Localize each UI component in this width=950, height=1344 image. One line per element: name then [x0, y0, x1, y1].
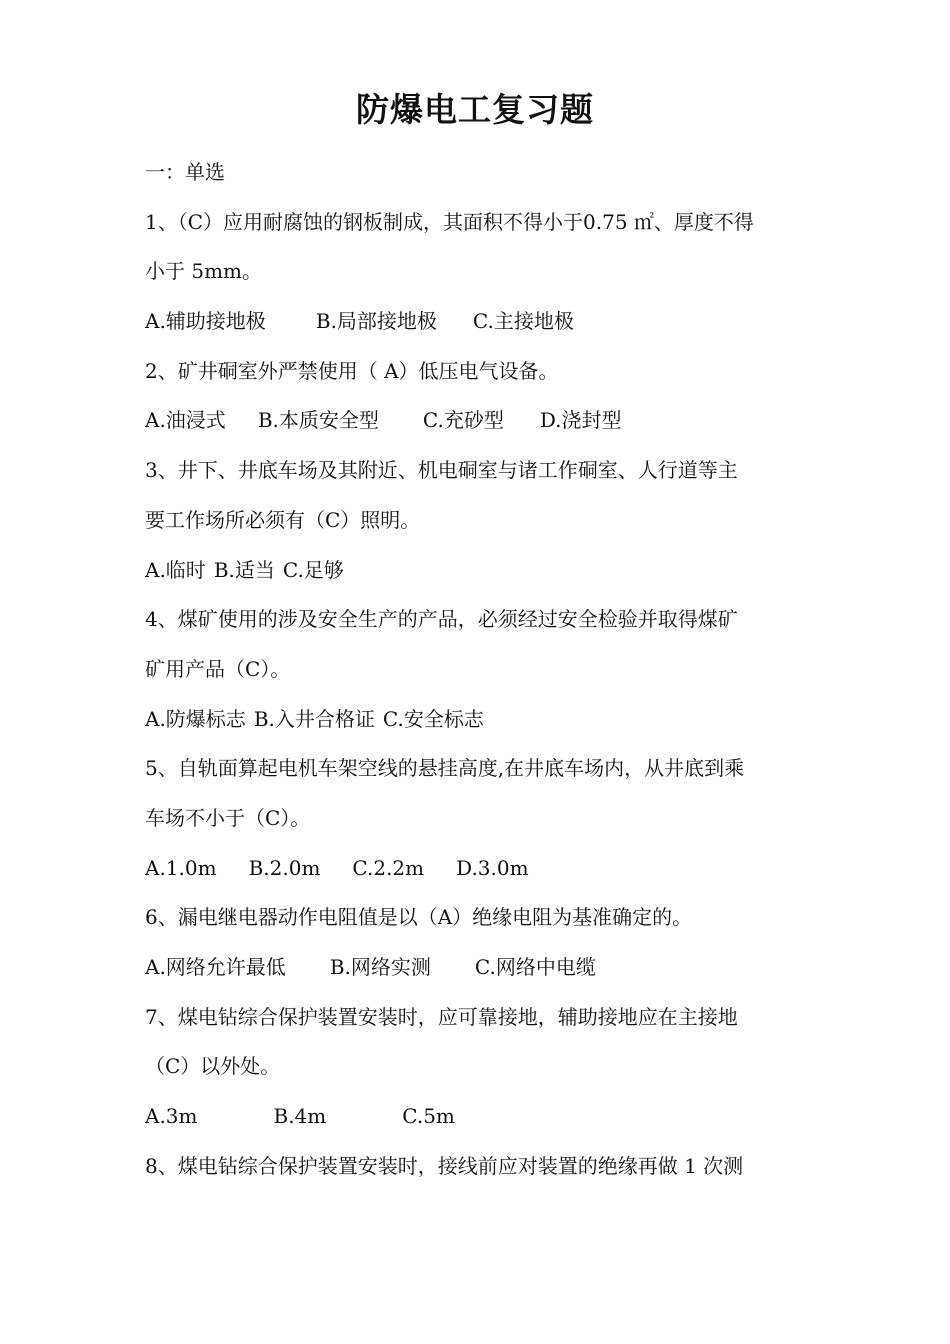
question-1-line-1: 1、（C）应用耐腐蚀的钢板制成，其面积不得小于0.75 ㎡、厚度不得 — [145, 209, 754, 234]
question-3-option-a: A.临时 — [145, 557, 206, 582]
question-4-options — [145, 695, 813, 745]
question-5-option-b: B.2.0m — [248, 855, 321, 880]
question-3-options — [145, 546, 813, 596]
question-5-line-2: 车场不小于（C）。 — [145, 805, 311, 830]
question-2-option-d: D.浇封型 — [539, 408, 622, 433]
question-5-options — [145, 844, 813, 894]
question-6-option-b: B.网络实测 — [329, 955, 431, 979]
question-7-options — [145, 1092, 813, 1142]
question-7-line-1: 7、煤电钻综合保护装置安装时，应可靠接地，辅助接地应在主接地 — [145, 1004, 738, 1029]
question-1-option-a: A.辅助接地极 — [145, 309, 266, 334]
question-6-options — [145, 943, 813, 993]
question-2-option-b: B.本质安全型 — [257, 408, 379, 433]
question-4-option-a: A.防爆标志 — [145, 706, 246, 731]
question-6-option-c: C.网络中电缆 — [474, 955, 596, 979]
question-2-option-c: C.充砂型 — [422, 408, 504, 433]
question-6-line-1: 6、漏电继电器动作电阻值是以（A）绝缘电阻为基准确定的。 — [145, 905, 693, 930]
question-1-line-2: 小于 5mm。 — [145, 259, 263, 284]
question-5-option-a: A.1.0m — [145, 855, 217, 880]
question-8-line-1: 8、煤电钻综合保护装置安装时，接线前应对装置的绝缘再做 1 次测 — [145, 1153, 744, 1178]
question-4-option-c: C.安全标志 — [382, 706, 484, 731]
document-title: 防爆电工复习题 — [356, 90, 594, 129]
question-5-line-1: 5、自轨面算起电机车架空线的悬挂高度,在井底车场内，从井底到乘 — [145, 756, 745, 781]
question-3-option-b: B.适当 — [213, 557, 275, 582]
question-7-line-2: （C）以外处。 — [145, 1054, 281, 1079]
question-2-options — [145, 396, 813, 446]
question-2-option-a: A.油浸式 — [145, 408, 226, 433]
question-3-line-2: 要工作场所必须有（C）照明。 — [145, 507, 421, 532]
question-5-option-d: D.3.0m — [456, 855, 529, 880]
question-1-option-c: C.主接地极 — [472, 309, 574, 334]
section-heading: 一：单选 — [145, 160, 225, 184]
question-2-line-1: 2、矿井硐室外严禁使用（ A）低压电气设备。 — [145, 358, 559, 383]
question-4-line-1: 4、煤矿使用的涉及安全生产的产品，必须经过安全检验并取得煤矿 — [145, 607, 738, 632]
question-1-option-b: B.局部接地极 — [315, 309, 437, 334]
question-3-line-1: 3、井下、井底车场及其附近、机电硐室与诸工作硐室、人行道等主 — [145, 458, 738, 483]
question-7-option-a: A.3m — [145, 1104, 198, 1129]
question-4-line-2: 矿用产品（C）。 — [145, 656, 291, 681]
question-7-option-c: C.5m — [402, 1104, 455, 1129]
question-5-option-c: C.2.2m — [352, 855, 425, 880]
question-7-option-b: B.4m — [273, 1104, 327, 1129]
question-6-option-a: A.网络允许最低 — [145, 955, 286, 979]
question-1-options — [145, 297, 813, 347]
document-body — [145, 148, 813, 1191]
question-3-option-c: C.足够 — [282, 557, 344, 582]
question-4-option-b: B.入井合格证 — [253, 706, 375, 731]
